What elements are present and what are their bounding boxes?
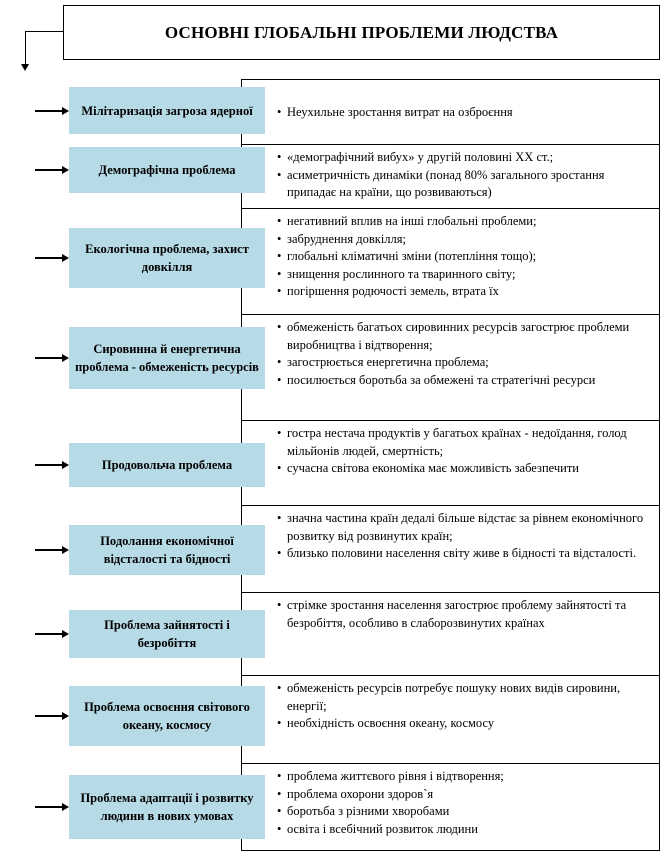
arrowhead-icon [62, 546, 69, 554]
bullet-list [277, 597, 652, 632]
connector-vertical [25, 31, 26, 65]
bullet-item: • забруднення довкілля; [277, 231, 652, 249]
bullet-list [277, 319, 652, 389]
bullet-item: • необхідність освоєння океану, космосу [277, 715, 652, 733]
problem-box: Продовольча проблема [69, 443, 265, 487]
bullet-item: • посилюється боротьба за обмежені та стратегічні ресурси [277, 372, 652, 390]
bullet-list [277, 213, 652, 301]
bullet-item: • стрімке зростання населення загострює проблему зайнятості та безробіття, особливо в слаборозвинутих країнах [277, 597, 652, 632]
problem-box: Мілітаризація загроза ядерної [69, 87, 265, 134]
bullet-item: • негативний вплив на інші глобальні проблеми; [277, 213, 652, 231]
bullet-list [277, 680, 652, 733]
arrowhead-icon [62, 354, 69, 362]
bullet-item: • асиметричність динаміки (понад 80% загального зростання припадає на країни, що розвиваються) [277, 167, 652, 202]
arrow-right-icon [35, 633, 63, 635]
bullet-item: • освіта і всебічний розвиток людини [277, 821, 652, 839]
row-description [241, 79, 660, 144]
arrowhead-icon [62, 166, 69, 174]
problem-box: Проблема освоєння світового океану, космосу [69, 686, 265, 746]
arrowhead-icon [62, 461, 69, 469]
arrow-right-icon [35, 715, 63, 717]
row-description [241, 208, 660, 314]
row-description [241, 592, 660, 675]
arrowhead-icon [62, 254, 69, 262]
problem-box: Демографічна проблема [69, 147, 265, 193]
arrow-right-icon [35, 110, 63, 112]
row-description [241, 314, 660, 420]
bullet-item: • «демографічний вибух» у другій половині ХХ ст.; [277, 149, 652, 167]
bullet-item: • сучасна світова економіка має можливість забезпечити [277, 460, 652, 478]
bullet-item: • глобальні кліматичні зміни (потепління тощо); [277, 248, 652, 266]
bullet-item: • значна частина країн дедалі більше відстає за рівнем економічного розвитку від розвинутих країн; [277, 510, 652, 545]
row-description [241, 505, 660, 592]
bullet-list [277, 768, 652, 838]
bullet-item: • знищення рослинного та тваринного світу; [277, 266, 652, 284]
arrow-right-icon [35, 169, 63, 171]
row-description [241, 763, 660, 851]
bullet-list [277, 510, 652, 563]
problem-box: Екологічна проблема, захист довкілля [69, 228, 265, 288]
bullet-item: • боротьба з різними хворобами [277, 803, 652, 821]
bullet-item: • погіршення родючості земель, втрата їх [277, 283, 652, 301]
arrow-right-icon [35, 464, 63, 466]
bullet-item: • близько половини населення світу живе в бідності та відсталості. [277, 545, 652, 563]
problem-box: Подолання економічної відсталості та бідності [69, 525, 265, 575]
bullet-list [277, 149, 652, 202]
arrowhead-icon [62, 107, 69, 115]
connector-arrowhead [21, 64, 29, 71]
arrowhead-icon [62, 803, 69, 811]
bullet-item: • обмеженість ресурсів потребує пошуку нових видів сировини, енергії; [277, 680, 652, 715]
diagram-title: ОСНОВНІ ГЛОБАЛЬНІ ПРОБЛЕМИ ЛЮДСТВА [63, 5, 660, 60]
problem-box: Проблема адаптації і розвитку людини в нових умовах [69, 775, 265, 839]
bullet-list [277, 104, 513, 122]
problem-box: Проблема зайнятості і безробіття [69, 610, 265, 658]
bullet-item: • проблема охорони здоров`я [277, 786, 652, 804]
bullet-item: • Неухильне зростання витрат на озброєння [277, 104, 513, 122]
arrow-right-icon [35, 257, 63, 259]
arrow-right-icon [35, 357, 63, 359]
connector-horizontal [25, 31, 63, 32]
arrowhead-icon [62, 630, 69, 638]
problem-box: Сировинна й енергетична проблема - обмеженість ресурсів [69, 327, 265, 389]
arrowhead-icon [62, 712, 69, 720]
arrow-right-icon [35, 806, 63, 808]
row-description [241, 420, 660, 505]
bullet-item: • обмеженість багатьох сировинних ресурсів загострює проблеми виробництва і відтворення; [277, 319, 652, 354]
bullet-list [277, 425, 652, 478]
bullet-item: • загострюється енергетична проблема; [277, 354, 652, 372]
arrow-right-icon [35, 549, 63, 551]
bullet-item: • проблема життєвого рівня і відтворення; [277, 768, 652, 786]
row-description [241, 675, 660, 763]
row-description [241, 144, 660, 208]
bullet-item: • гостра нестача продуктів у багатьох країнах - недоїдання, голод мільйонів людей, смертність; [277, 425, 652, 460]
